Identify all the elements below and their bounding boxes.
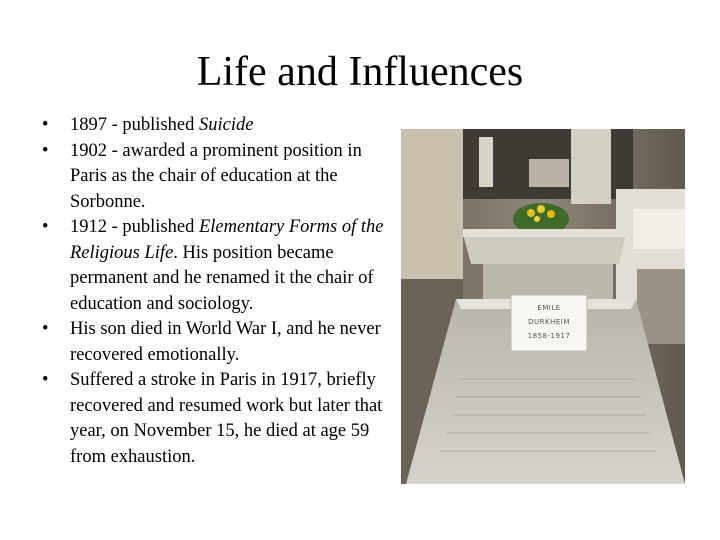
bullet-list bbox=[40, 113, 390, 470]
back-pillar bbox=[479, 137, 493, 187]
slide-title: Life and Influences bbox=[196, 49, 524, 95]
bullet-italic-text: Elementary Forms of the Religious Life bbox=[70, 217, 384, 263]
right-tomb-top bbox=[633, 209, 685, 249]
bullet-text: Suffered a stroke in Paris in 1917, briefly recovered and resumed work but later that year, on November 15, he died at age 59 from exhaustion. bbox=[70, 370, 383, 467]
bullet-text: His son died in World War I, and he never recovered emotionally. bbox=[70, 319, 381, 365]
plaque-first-name: EMILE bbox=[537, 304, 561, 312]
bullet-item bbox=[40, 113, 390, 139]
bullet-item bbox=[40, 368, 390, 470]
bullet-dot: • bbox=[42, 319, 49, 339]
grave-photo bbox=[401, 129, 685, 484]
bullet-item bbox=[40, 139, 390, 216]
back-cross-base bbox=[571, 129, 611, 204]
back-monument bbox=[529, 159, 569, 187]
bullet-dot: • bbox=[42, 217, 49, 237]
bullet-dot: • bbox=[42, 140, 49, 161]
plaque-dates: 1858-1917 bbox=[527, 332, 571, 340]
grave-photo-illustration bbox=[401, 129, 685, 484]
bullet-text: 1912 - published bbox=[70, 217, 199, 237]
planter-box bbox=[463, 234, 626, 264]
bullet-text-after: . His position became permanent and he renamed it the chair of education and sociology. bbox=[70, 242, 374, 314]
bullet-item bbox=[40, 215, 390, 317]
bullet-text: 1897 - published bbox=[70, 115, 199, 135]
bullet-dot: • bbox=[42, 115, 49, 135]
bullet-text: 1902 - awarded a prominent position in Paris as the chair of education at the Sorbonne. bbox=[70, 140, 362, 212]
bullet-item bbox=[40, 317, 390, 368]
plaque-last-name: DURKHEIM bbox=[528, 318, 570, 326]
left-tomb bbox=[401, 129, 463, 279]
bullet-dot: • bbox=[42, 370, 49, 390]
bullet-italic-text: Suicide bbox=[198, 115, 254, 135]
